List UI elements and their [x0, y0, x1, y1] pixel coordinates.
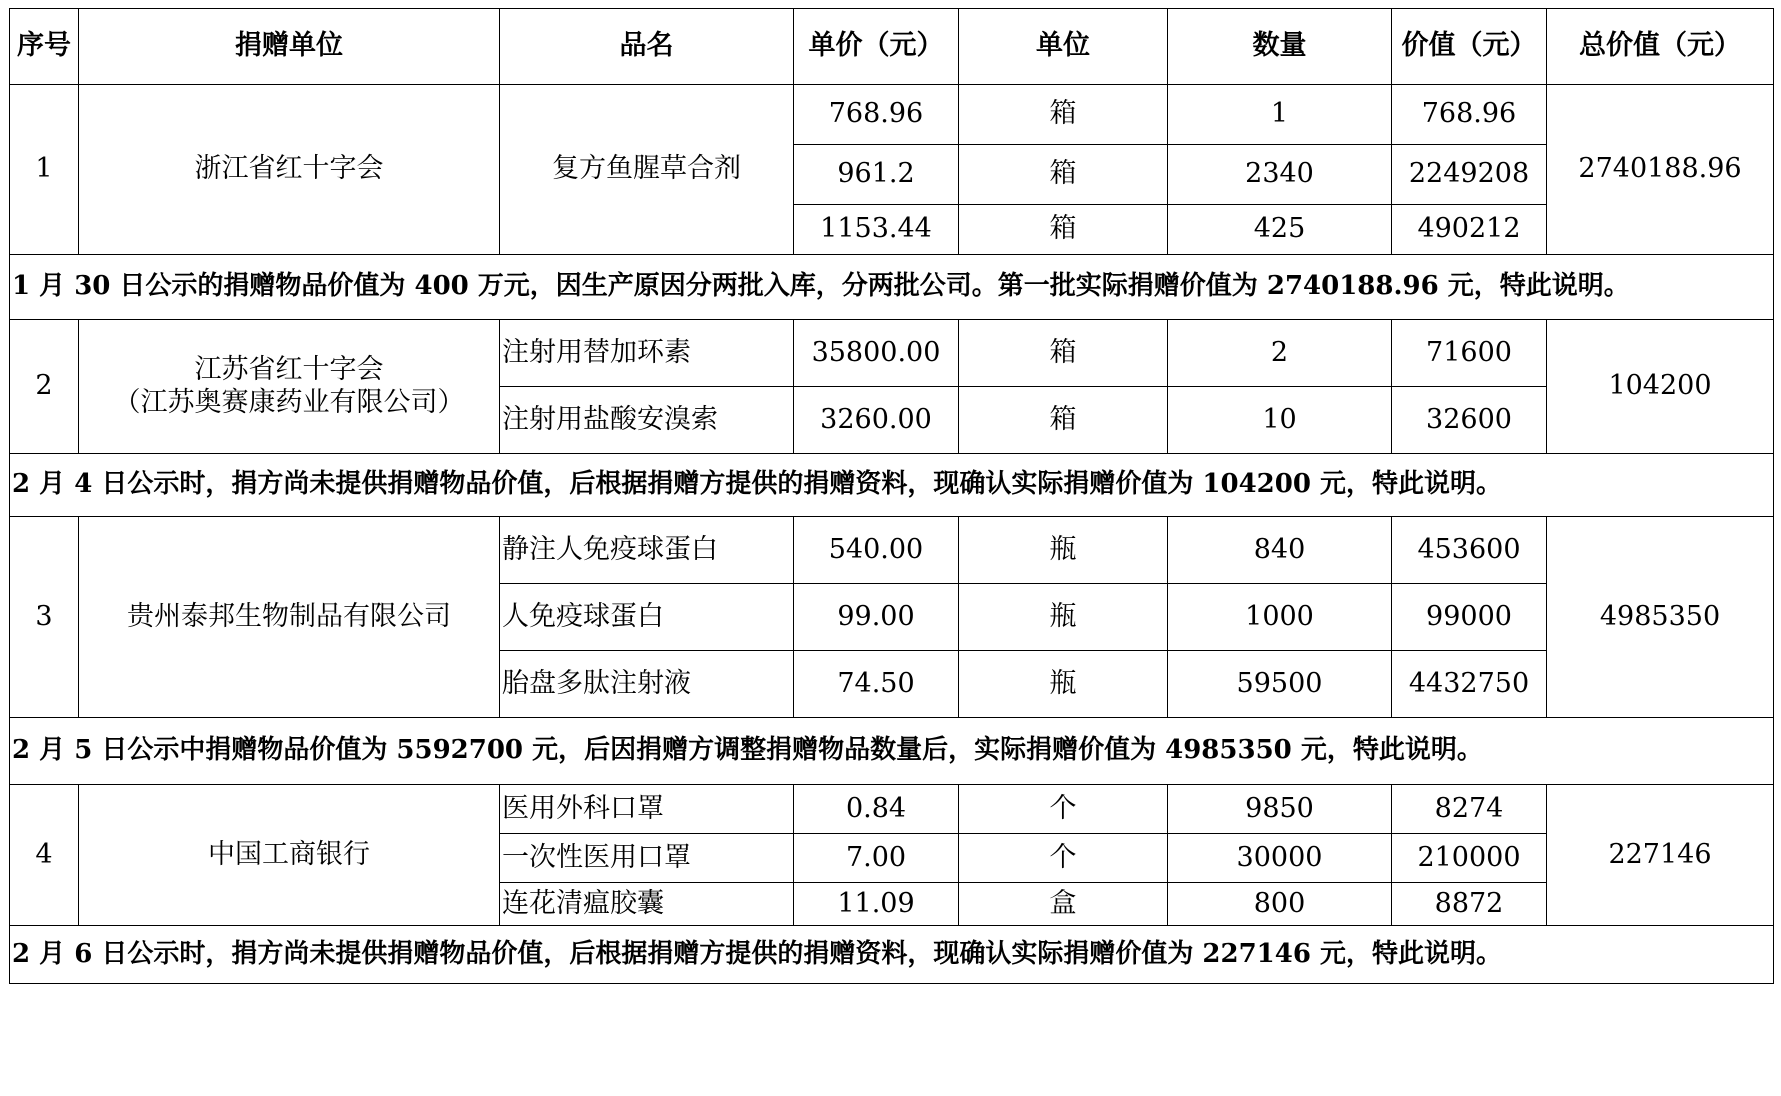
table-row	[10, 785, 1774, 834]
total-cell: 2740188.96	[1547, 85, 1774, 255]
value-cell: 2249208	[1392, 145, 1547, 205]
quantity-cell: 840	[1168, 517, 1392, 584]
table-row	[10, 517, 1774, 584]
unit-price-cell: 11.09	[794, 883, 959, 926]
note-row	[10, 718, 1774, 785]
unit-price-cell: 74.50	[794, 651, 959, 718]
item-name-cell: 一次性医用口罩	[500, 834, 794, 883]
total-cell: 227146	[1547, 785, 1774, 926]
note-text: 2 月 5 日公示中捐赠物品价值为 5592700 元，后因捐赠方调整捐赠物品数量后，实际捐赠价值为 4985350 元，特此说明。	[10, 718, 1774, 785]
table-header-row	[10, 9, 1774, 85]
header-unit-price: 单价（元）	[794, 9, 959, 85]
unit-cell: 个	[959, 785, 1168, 834]
seq-cell: 2	[10, 320, 79, 454]
header-donor: 捐赠单位	[79, 9, 500, 85]
item-name-cell: 连花清瘟胶囊	[500, 883, 794, 926]
item-name-cell: 注射用替加环素	[500, 320, 794, 387]
donor-cell: 中国工商银行	[79, 785, 500, 926]
unit-price-cell: 3260.00	[794, 387, 959, 454]
item-name-cell: 胎盘多肽注射液	[500, 651, 794, 718]
header-item: 品名	[500, 9, 794, 85]
note-row	[10, 454, 1774, 517]
unit-cell: 瓶	[959, 517, 1168, 584]
header-seq: 序号	[10, 9, 79, 85]
quantity-cell: 2	[1168, 320, 1392, 387]
table-row	[10, 85, 1774, 145]
item-name-cell: 医用外科口罩	[500, 785, 794, 834]
note-text: 2 月 4 日公示时，捐方尚未提供捐赠物品价值，后根据捐赠方提供的捐赠资料，现确认实际捐赠价值为 104200 元，特此说明。	[10, 454, 1774, 517]
unit-cell: 箱	[959, 145, 1168, 205]
value-cell: 453600	[1392, 517, 1547, 584]
donor-cell: 浙江省红十字会	[79, 85, 500, 255]
value-cell: 210000	[1392, 834, 1547, 883]
quantity-cell: 800	[1168, 883, 1392, 926]
seq-cell: 3	[10, 517, 79, 718]
unit-cell: 个	[959, 834, 1168, 883]
total-cell: 104200	[1547, 320, 1774, 454]
header-quantity: 数量	[1168, 9, 1392, 85]
quantity-cell: 1	[1168, 85, 1392, 145]
note-row	[10, 255, 1774, 320]
donor-cell	[79, 320, 500, 454]
value-cell: 768.96	[1392, 85, 1547, 145]
unit-price-cell: 961.2	[794, 145, 959, 205]
quantity-cell: 9850	[1168, 785, 1392, 834]
table-row	[10, 320, 1774, 387]
item-name-cell: 人免疫球蛋白	[500, 584, 794, 651]
unit-cell: 箱	[959, 205, 1168, 255]
note-text: 1 月 30 日公示的捐赠物品价值为 400 万元，因生产原因分两批入库，分两批公司。第一批实际捐赠价值为 2740188.96 元，特此说明。	[10, 255, 1774, 320]
quantity-cell: 59500	[1168, 651, 1392, 718]
value-cell: 8872	[1392, 883, 1547, 926]
seq-cell: 4	[10, 785, 79, 926]
quantity-cell: 425	[1168, 205, 1392, 255]
header-total: 总价值（元）	[1547, 9, 1774, 85]
unit-cell: 瓶	[959, 584, 1168, 651]
donor-name: 江苏省红十字会	[194, 354, 384, 386]
note-text: 2 月 6 日公示时，捐方尚未提供捐赠物品价值，后根据捐赠方提供的捐赠资料，现确认实际捐赠价值为 227146 元，特此说明。	[10, 926, 1774, 984]
unit-price-cell: 768.96	[794, 85, 959, 145]
item-name-cell: 注射用盐酸安溴索	[500, 387, 794, 454]
item-name-cell: 静注人免疫球蛋白	[500, 517, 794, 584]
donor-cell: 贵州泰邦生物制品有限公司	[79, 517, 500, 718]
unit-price-cell: 7.00	[794, 834, 959, 883]
unit-price-cell: 99.00	[794, 584, 959, 651]
donor-subname: （江苏奥赛康药业有限公司）	[113, 386, 465, 418]
unit-cell: 盒	[959, 883, 1168, 926]
unit-cell: 箱	[959, 387, 1168, 454]
unit-price-cell: 0.84	[794, 785, 959, 834]
unit-price-cell: 35800.00	[794, 320, 959, 387]
donation-table	[9, 8, 1774, 984]
seq-cell: 1	[10, 85, 79, 255]
quantity-cell: 2340	[1168, 145, 1392, 205]
value-cell: 32600	[1392, 387, 1547, 454]
unit-price-cell: 540.00	[794, 517, 959, 584]
unit-cell: 箱	[959, 320, 1168, 387]
note-row	[10, 926, 1774, 984]
value-cell: 8274	[1392, 785, 1547, 834]
quantity-cell: 30000	[1168, 834, 1392, 883]
item-name-cell: 复方鱼腥草合剂	[500, 85, 794, 255]
unit-cell: 箱	[959, 85, 1168, 145]
unit-price-cell: 1153.44	[794, 205, 959, 255]
quantity-cell: 1000	[1168, 584, 1392, 651]
header-unit: 单位	[959, 9, 1168, 85]
quantity-cell: 10	[1168, 387, 1392, 454]
value-cell: 71600	[1392, 320, 1547, 387]
value-cell: 99000	[1392, 584, 1547, 651]
value-cell: 4432750	[1392, 651, 1547, 718]
unit-cell: 瓶	[959, 651, 1168, 718]
value-cell: 490212	[1392, 205, 1547, 255]
total-cell: 4985350	[1547, 517, 1774, 718]
header-value: 价值（元）	[1392, 9, 1547, 85]
